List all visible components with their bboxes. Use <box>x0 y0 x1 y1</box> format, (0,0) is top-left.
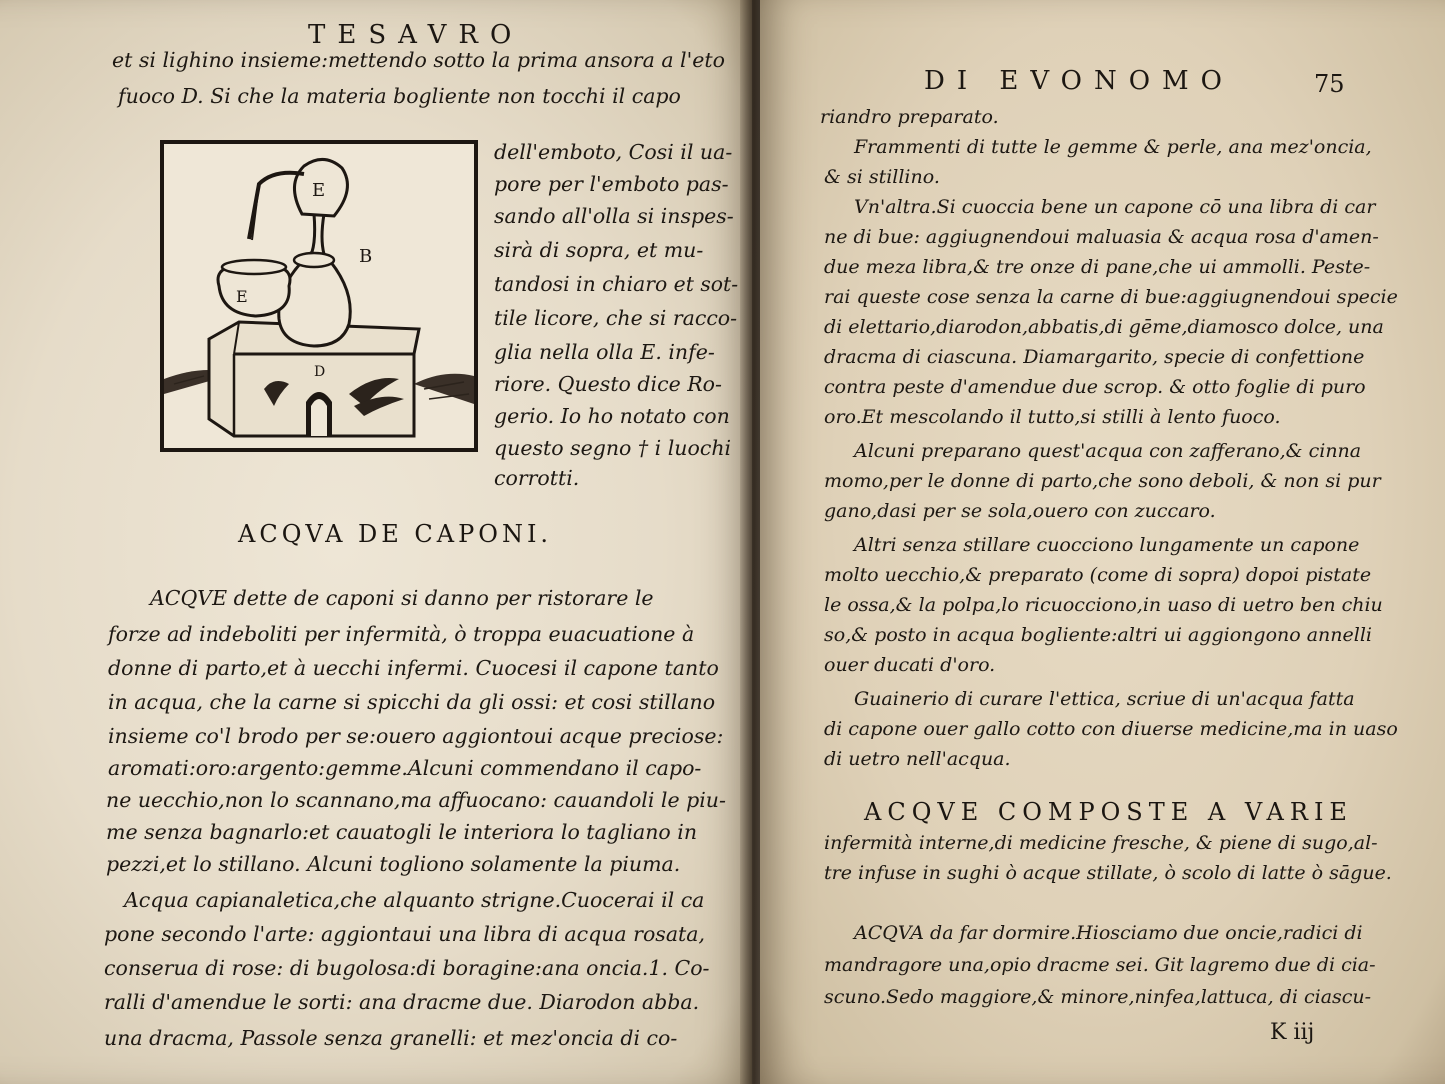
text-line: momo,per le donne di parto,che sono deboli, & non si pur <box>824 470 1381 492</box>
alembic-drawing <box>164 144 474 448</box>
body-line: una dracma, Passole senza granelli: et mez'oncia di co- <box>104 1026 678 1050</box>
text-line: & si stillino. <box>824 166 940 188</box>
text-line: ACQVA da far dormire.Hiosciamo due oncie,radici di <box>854 922 1363 944</box>
body-line: conserua di rose: di bugolosa:di boragine:ana oncia.1. Co- <box>104 956 710 980</box>
body-line: pezzi,et lo stillano. Alcuni togliono solamente la piuma. <box>106 852 681 876</box>
body-line: ralli d'amendue le sorti: ana dracme due. Diarodon abba. <box>104 990 700 1014</box>
wrap-line: gerio. Io ho notato con <box>494 404 730 428</box>
figure-label-e-bottom: E <box>236 287 248 306</box>
body-line: insieme co'l brodo per se:ouero aggiontoui acque preciose: <box>108 724 724 748</box>
body-line: forze ad indeboliti per infermità, ò troppa euacuatione à <box>108 622 695 646</box>
text-line: le ossa,& la polpa,lo ricuocciono,in uaso di uetro ben chiu <box>824 594 1383 616</box>
text-line: di elettario,diarodon,abbatis,di gēme,diamosco dolce, una <box>824 316 1384 338</box>
body-line: in acqua, che la carne si spicchi da gli ossi: et cosi stillano <box>108 690 716 714</box>
figure-label-d: D <box>314 364 326 380</box>
wrap-line: riore. Questo dice Ro- <box>494 372 722 396</box>
body-line: aromati:oro:argento:gemme.Alcuni commendano il capo- <box>108 756 702 780</box>
text-line: riandro preparato. <box>820 106 999 128</box>
heading-subline: infermità interne,di medicine fresche, & piene di sugo,al- <box>824 832 1378 854</box>
wrap-line: pore per l'emboto pas- <box>494 172 729 196</box>
body-line: donne di parto,et à uecchi infermi. Cuocesi il capone tanto <box>108 656 719 680</box>
alembic-woodcut-illustration <box>160 140 478 452</box>
wrap-line: tile licore, che si racco- <box>494 306 738 330</box>
text-line: Guainerio di curare l'ettica, scriue di un'acqua fatta <box>854 688 1355 710</box>
text-line: rai queste cose senza la carne di bue:aggiugnendoui specie <box>824 286 1398 308</box>
text-line: Alcuni preparano quest'acqua con zafferano,& cinna <box>854 440 1362 462</box>
body-line: ne uecchio,non lo scannano,ma affuocano: cauandoli le piu- <box>106 788 726 812</box>
wrap-line: sando all'olla si inspes- <box>494 204 734 228</box>
text-line: gano,dasi per se sola,ouero con zuccaro. <box>824 500 1216 522</box>
text-line: ouer ducati d'oro. <box>824 654 996 676</box>
text-line: Vn'altra.Si cuoccia bene un capone cō una libra di car <box>854 196 1376 218</box>
wrap-line: questo segno † i luochi <box>494 436 732 460</box>
wrap-line: corrotti. <box>494 466 580 490</box>
text-line: oro.Et mescolando il tutto,si stilli à lento fuoco. <box>824 406 1281 428</box>
right-running-head: DI EVONOMO <box>924 66 1234 96</box>
section-heading-acque-composte: ACQVE COMPOSTE A VARIE <box>864 798 1353 826</box>
text-line: ne di bue: aggiugnendoui maluasia & acqua rosa d'amen- <box>824 226 1379 248</box>
wrap-line: dell'emboto, Cosi il ua- <box>494 140 733 164</box>
text-line: di capone ouer gallo cotto con diuerse medicine,ma in uaso <box>824 718 1398 740</box>
body-line: pone secondo l'arte: aggiontaui una libra di acqua rosata, <box>104 922 706 946</box>
text-line: due meza libra,& tre onze di pane,che ui ammolli. Peste- <box>824 256 1371 278</box>
right-page <box>760 0 1445 1084</box>
wrap-line: sirà di sopra, et mu- <box>494 238 704 262</box>
text-line: scuno.Sedo maggiore,& minore,ninfea,lattuca, di ciascu- <box>824 986 1372 1008</box>
text-line: et si lighino insieme:mettendo sotto la prima ansora a l'eto <box>112 48 725 72</box>
body-line: Acqua capianaletica,che alquanto strigne.Cuocerai il ca <box>124 888 705 912</box>
text-line: di uetro nell'acqua. <box>824 748 1011 770</box>
text-line: contra peste d'amendue due scrop. & otto foglie di puro <box>824 376 1366 398</box>
page-number: 75 <box>1314 70 1345 98</box>
text-line: fuoco D. Si che la materia bogliente non tocchi il capo <box>118 84 681 108</box>
text-line: dracma di ciascuna. Diamargarito, specie di confettione <box>824 346 1365 368</box>
left-running-head: TESAVRO <box>308 20 524 50</box>
text-line: Frammenti di tutte le gemme & perle, ana mez'oncia, <box>854 136 1372 158</box>
section-heading-acqua-de-caponi: ACQVA DE CAPONI. <box>238 520 553 548</box>
text-line: mandragore una,opio dracme sei. Git lagremo due di cia- <box>824 954 1376 976</box>
wrap-line: glia nella olla E. infe- <box>494 340 715 364</box>
body-line: me senza bagnarlo:et cauatogli le interiora lo tagliano in <box>106 820 698 844</box>
figure-label-b: B <box>359 246 373 267</box>
wrap-line: tandosi in chiaro et sot- <box>494 272 739 296</box>
text-line: molto uecchio,& preparato (come di sopra) dopoi pistate <box>824 564 1372 586</box>
body-line: ACQVE dette de caponi si danno per ristorare le <box>150 586 654 610</box>
figure-label-e-top: E <box>312 180 326 201</box>
heading-subline: tre infuse in sughi ò acque stillate, ò scolo di latte ò sāgue. <box>824 862 1392 884</box>
text-line: so,& posto in acqua bogliente:altri ui aggiongono annelli <box>824 624 1373 646</box>
text-line: Altri senza stillare cuocciono lungamente un capone <box>854 534 1360 556</box>
signature-mark: K iij <box>1270 1020 1315 1045</box>
